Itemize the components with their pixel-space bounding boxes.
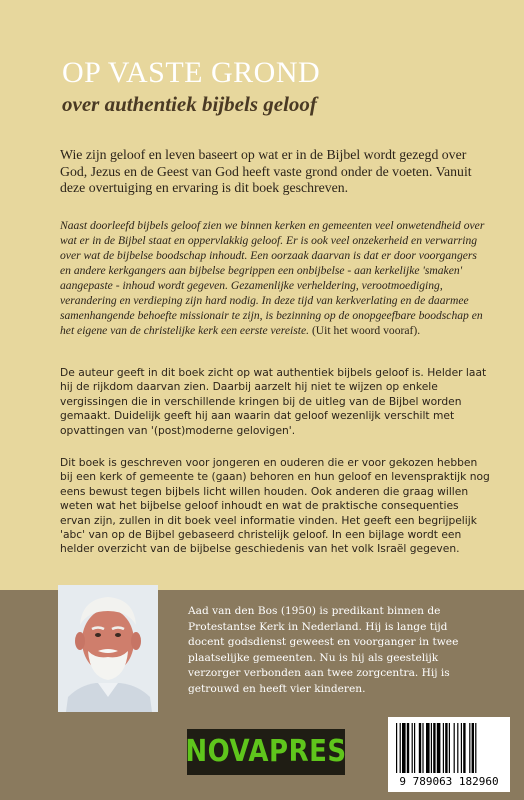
barcode-bar: [454, 723, 455, 773]
barcode-bar: [414, 723, 415, 773]
barcode-bar: [449, 723, 450, 773]
author-paragraph: De auteur geeft in dit boek zicht op wat authentiek bijbels geloof is. Helder laat hij de rijkdom daarvan zien. Daarbij aarzelt hij niet te wijzen op enkele vergissingen die in verschillende kringen bij de uitleg van de Bijbel worden gemaakt. Duidelijk geeft hij aan waarin dat geloof wezenlijk verschilt met opvattingen van '(post)moderne gelovigen'.: [60, 366, 487, 437]
barcode-bar: [396, 723, 397, 773]
author-photo: [58, 585, 158, 712]
barcode-bar: [407, 723, 409, 773]
barcode-bars: [394, 723, 504, 775]
isbn-barcode: [388, 717, 510, 792]
barcode-bar: [433, 723, 435, 773]
barcode-bar: [461, 723, 462, 773]
publisher-name: NOVAPRES: [185, 734, 347, 770]
barcode-bar: [419, 723, 421, 773]
book-title: OP VASTE GROND: [62, 56, 321, 89]
barcode-bar: [426, 723, 430, 773]
barcode-bar: [475, 723, 476, 773]
barcode-bar: [437, 723, 441, 773]
quote-paragraph: [60, 218, 485, 338]
barcode-bar: [422, 723, 423, 773]
barcode-bar: [443, 723, 444, 773]
barcode-bar: [445, 723, 447, 773]
audience-paragraph: Dit boek is geschreven voor jongeren en ouderen die er voor gekozen hebben bij een kerk of gemeente te (gaan) behoren en hun geloof en levenspraktijk nog eens bewust tegen bijbels licht willen houden. Ook anderen die graag willen weten wat het bijbelse geloof inhoudt en wat de praktische consequenties ervan zijn, zullen in dit boek veel informatie vinden. Het geeft een begrijpelijk 'abc' van op de Bijbel gebaseerd christelijk geloof. In een bijlage wordt een helder overzicht van de bijbelse geschiedenis van het volk Israël gegeven.: [60, 456, 490, 556]
intro-paragraph: Wie zijn geloof en leven baseert op wat er in de Bijbel wordt gezegd over God, Jezus en de Geest van God heeft vaste grond onder de voeten. Vanuit deze overtuiging en ervaring is dit boek geschreven.: [60, 147, 472, 195]
barcode-bar: [400, 723, 401, 773]
barcode-bar: [469, 723, 470, 773]
barcode-bar: [463, 723, 465, 773]
quote-text: Naast doorleefd bijbels geloof zien we binnen kerken en gemeenten veel onwetendheid over wat er in de Bijbel staat en oppervlakkig geloof. Er is ook veel onzekerheid en verwarring over wat de bijbelse boodschap inhoudt. Een oorzaak daarvan is dat er door voorgangers en andere kerkgangers aan bijbelse begrippen een onbijbelse - aan kerkelijke 'smaken' aangepaste - inhoud wordt gegeven. Gezamenlijke verheldering, verootmoediging, verandering en verdieping zijn hard nodig. In deze tijd van kerkverlating en de daarmee samenhangende behoefte missionair te zijn, is bezinning op de onopgeefbare boodschap en het eigene van de christelijke kerk een eerste vereiste.: [60, 219, 485, 337]
author-bio: Aad van den Bos (1950) is predikant binnen de Protestantse Kerk in Nederland. Hij is lange tijd docent godsdienst geweest en voorganger in twee plaatselijke gemeenten. Nu is hij als geestelijk verzorger verbonden aan twee zorgcentra. Hij is getrouwd en heeft vier kinderen.: [188, 605, 459, 695]
barcode-bar: [431, 723, 432, 773]
barcode-bar: [402, 723, 406, 773]
barcode-bar: [472, 723, 474, 773]
book-subtitle: over authentiek bijbels geloof: [62, 92, 317, 116]
quote-source: (Uit het woord vooraf).: [309, 324, 421, 337]
publisher-logo: [187, 729, 345, 775]
barcode-bar: [412, 723, 413, 773]
barcode-bar: [457, 723, 458, 773]
isbn-number: 9 789063 182960: [399, 775, 499, 788]
author-portrait-graphic: [58, 585, 158, 712]
